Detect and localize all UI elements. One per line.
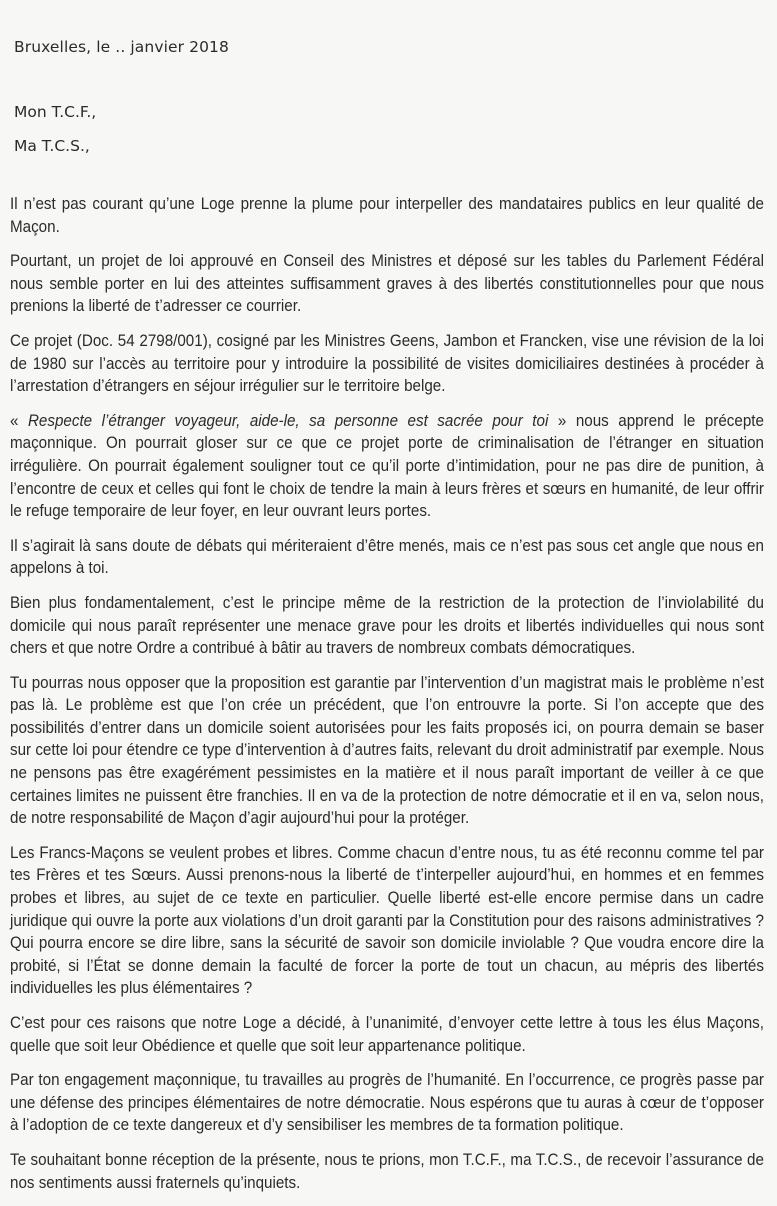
paragraph-intro: Il n’est pas courant qu’une Loge prenne la plume pour interpeller des mandataires publics en leur qualité de Maçon.: [10, 194, 764, 236]
paragraph-closing: Te souhaitant bonne réception de la présente, nous te prions, mon T.C.F., ma T.C.S., de recevoir l’assurance de nos sentiments aussi fraternels qu’inquiets.: [10, 1149, 764, 1192]
paragraph-decision: C’est pour ces raisons que notre Loge a décidé, à l’unanimité, d’envoyer cette lettre à tous les élus Maçons, quelle que soit leur Obédience et quelle que soit leur appartenance politique.: [10, 1013, 764, 1055]
paragraph-bill: Pourtant, un projet de loi approuvé en Conseil des Ministres et déposé sur les tables du Parlement Fédéral nous semble porter en lui des atteintes suffisamment graves à des libertés constitutionnelles pour que nous prenions la liberté de t’adresser ce courrier.: [10, 251, 764, 316]
paragraph-precedent: Tu pourras nous opposer que la proposition est garantie par l’intervention d’un magistrat mais le problème n’est pas là. Le problème est que l’on crée un précédent, que l’on entrouvre la porte. Si l’on accepte que des possibilités d’entrer dans un domicile soient autorisées pour les faits proposés ici, on pourra demain se baser sur cette loi pour étendre ce type d’intervention à d’autres faits, relevant du droit administratif par exemple. Nous ne pensons pas être exagérément pessimistes en la matière et il nous paraît important de veiller à ce que certaines limites ne puissent être franchies. Il en va de la protection de notre démocratie et il en va, selon nous, de notre responsabilité de Maçon d’agir aujourd’hui pour la protéger.: [10, 672, 764, 828]
paragraph-precept: [10, 410, 764, 523]
paragraph-freedom: Les Francs-Maçons se veulent probes et libres. Comme chacun d’entre nous, tu as été reconnu comme tel par tes Frères et tes Sœurs. Aussi prenons-nous la liberté de t’interpeller aujourd’hui, en hommes et en femmes probes et libres, au sujet de ce texte en particulier. Quelle liberté est-elle encore permise dans un cadre juridique qui ouvre la porte aux violations d’un droit garanti par la Constitution pour des raisons administratives ? Qui pourra encore se dire libre, sans la sécurité de savoir son domicile inviolable ? Que voudra encore dire la probité, si l’État se donne demain la faculté de forcer la porte de tout un chacun, au mépris des libertés individuelles les plus élémentaires ?: [10, 842, 764, 998]
paragraph-engagement: Par ton engagement maçonnique, tu travailles au progrès de l’humanité. En l’occurrence, ce progrès passe par une défense des principes élémentaires de notre démocratie. Nous espérons que tu auras à cœur de t’opposer à l’adoption de ce texte dangereux et d’y sensibiliser les membres de ta formation politique.: [10, 1070, 764, 1135]
masonic-quote: Respecte l’étranger voyageur, aide-le, sa personne est sacrée pour toi: [27, 410, 549, 430]
salutation-brother: Mon T.C.F.,: [14, 103, 97, 121]
paragraph-debates: Il s’agirait là sans doute de débats qui mériteraient d’être menés, mais ce n’est pas sous cet angle que nous en appelons à toi.: [10, 535, 764, 578]
dateline: Bruxelles, le .. janvier 2018: [14, 38, 229, 56]
paragraph-principle: Bien plus fondamentalement, c’est le principe même de la restriction de la protection de l’inviolabilité du domicile qui nous paraît représenter une menace grave pour les droits et libertés individuelles qui nous sont chers et que notre Ordre a contribué à bâtir au travers de nombreux combats démocratiques.: [10, 592, 764, 658]
salutation-sister: Ma T.C.S.,: [14, 137, 90, 155]
paragraph-precept-text: » nous apprend le précepte maçonnique. On pourrait gloser sur ce que ce projet porte de criminalisation de l’étranger en situation irrégulière. On pourrait également souligner tout ce qu’il porte d’intimidation, pour ne pas dire de punition, à l’encontre de ceux et celles qui font le choix de tendre la main à leurs frères et sœurs en humanité, de leur offrir le refuge temporaire de leur foyer, en leur ouvrant leurs portes.: [10, 410, 764, 521]
letter-body: [10, 193, 764, 1206]
quote-open: «: [10, 410, 28, 430]
paragraph-project: Ce projet (Doc. 54 2798/001), cosigné par les Ministres Geens, Jambon et Francken, vise une révision de la loi de 1980 sur l’accès au territoire pour y introduire la possibilité de visites domiciliaires destinées à procéder à l’arrestation d’étrangers en séjour irrégulier sur le territoire belge.: [10, 330, 764, 396]
